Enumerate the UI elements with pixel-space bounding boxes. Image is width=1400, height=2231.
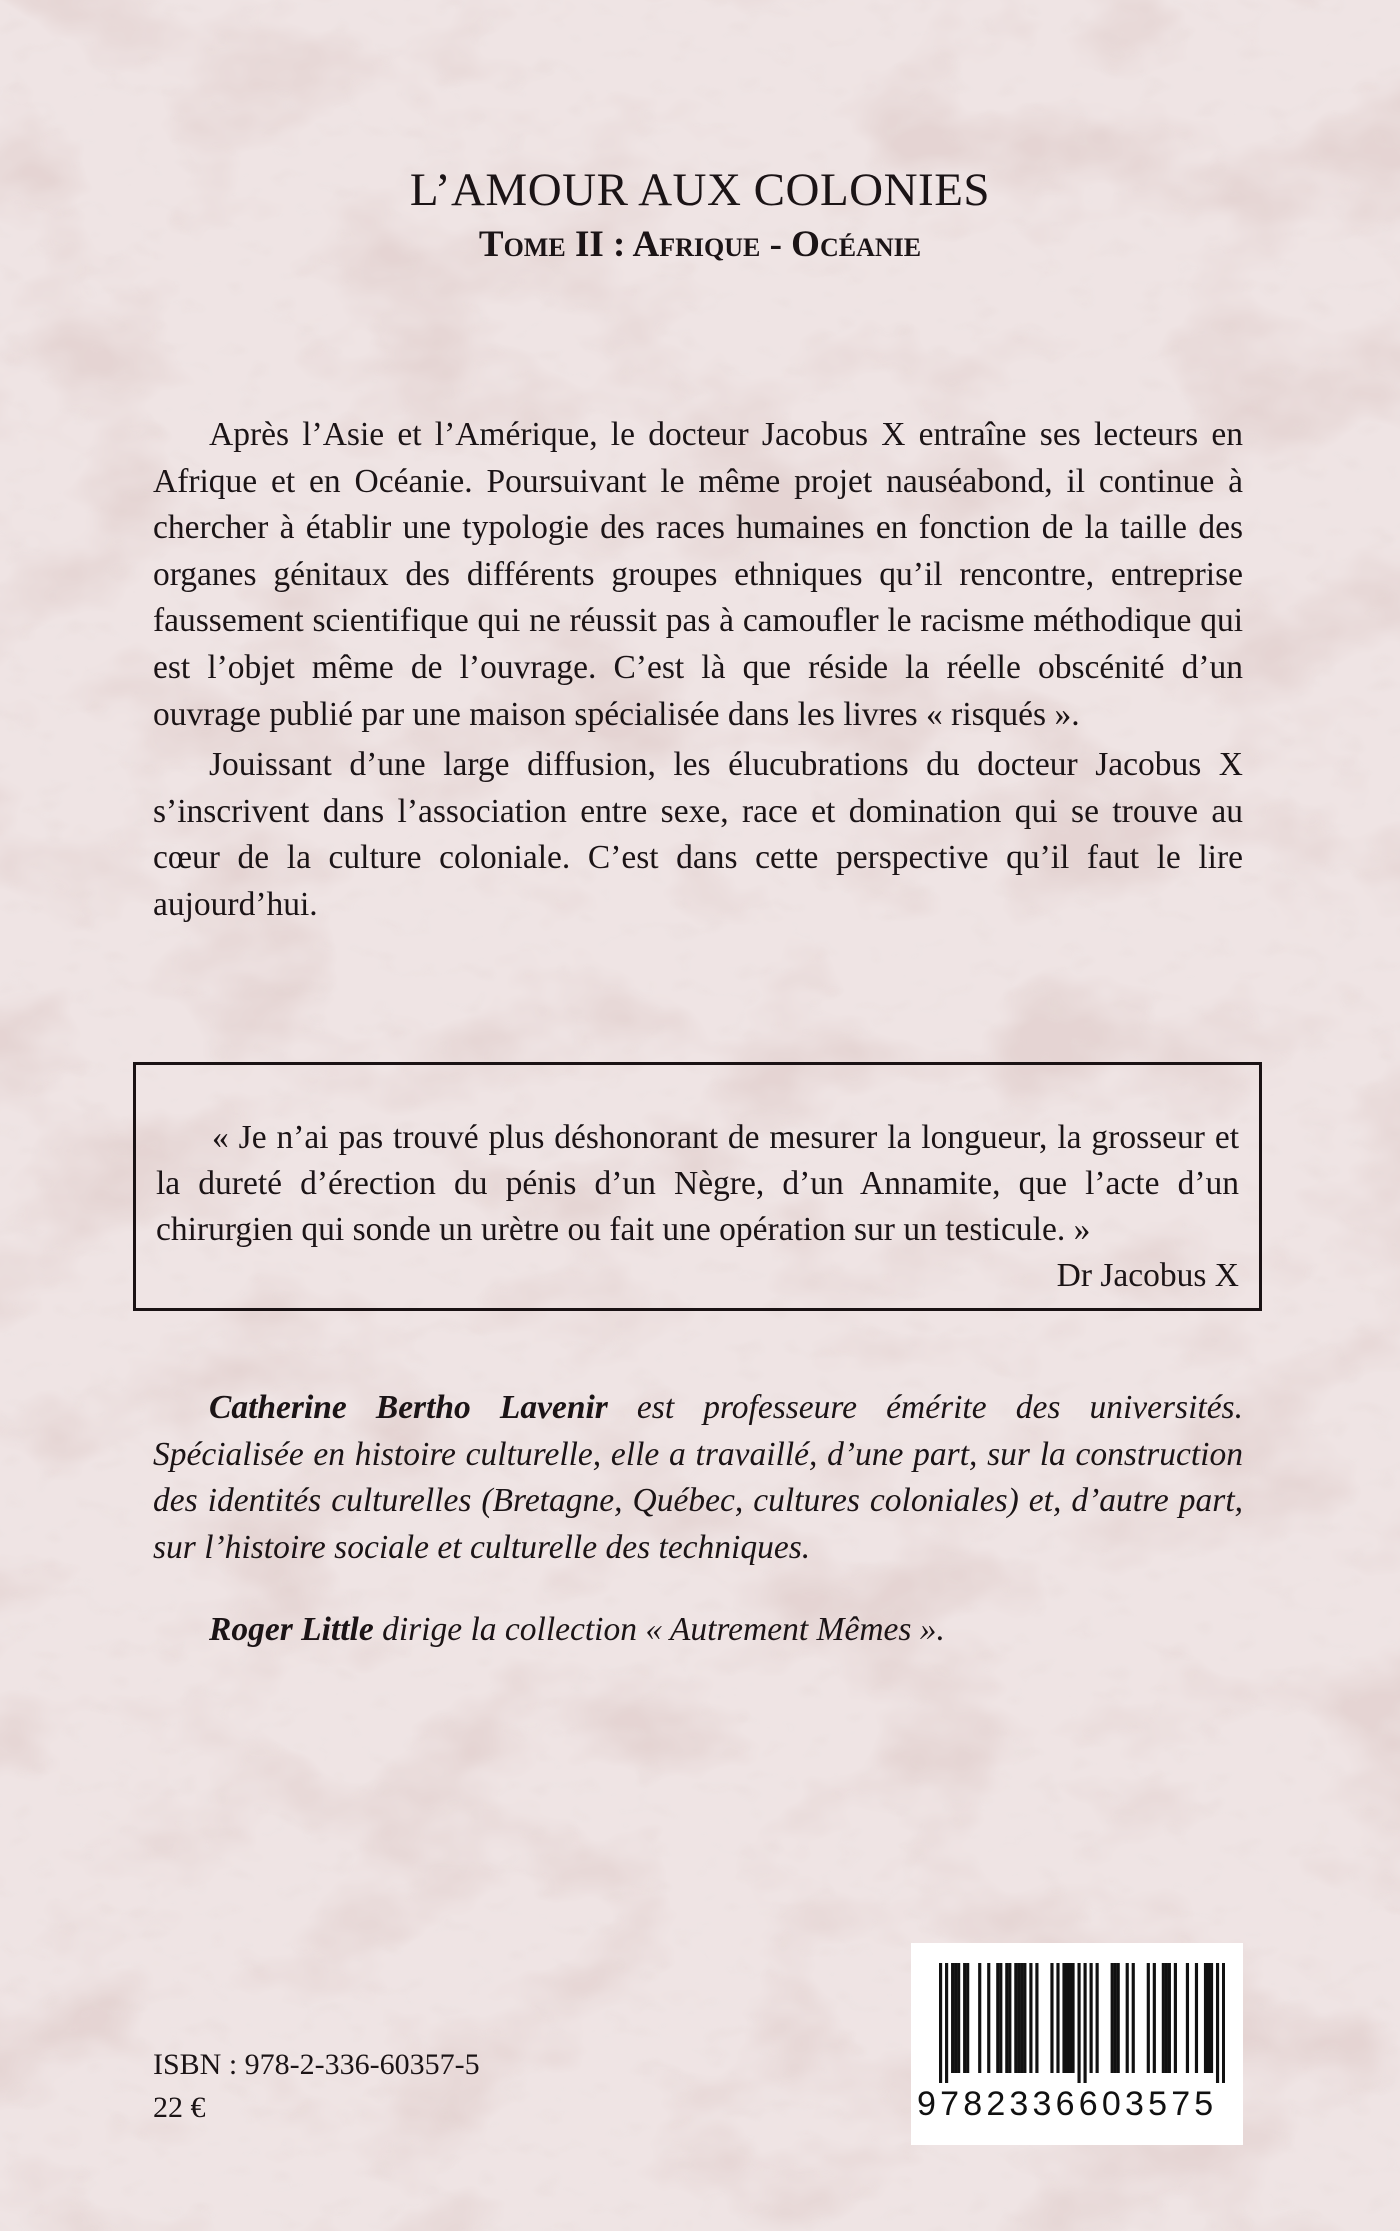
barcode-bar [954, 1963, 957, 2073]
barcode-bar [1222, 1963, 1225, 2083]
barcode-bar [1068, 1963, 1071, 2073]
barcode-bar [1062, 1963, 1065, 2073]
editor-note [153, 1607, 1243, 1654]
barcode-bar [1084, 1963, 1087, 2083]
barcode-bar [1050, 1963, 1053, 2073]
barcode-bar [945, 1963, 948, 2083]
barcode-bar [1186, 1963, 1189, 2073]
author-bio [153, 1385, 1243, 1654]
barcode-bar [963, 1963, 966, 2073]
barcode [911, 1943, 1243, 2145]
barcode-bar [1165, 1963, 1168, 2073]
barcode-bar [999, 1963, 1002, 2073]
barcode-bar [1023, 1963, 1026, 2073]
summary-paragraph: Après l’Asie et l’Amérique, le docteur Jacobus X entraîne ses lecteurs en Afrique et en Océanie. Poursuivant le même projet nauséabond, il continue à chercher à établir une typologie des races humaines en fonction de la taille des organes génitaux des différents groupes ethniques qu’il rencontre, entreprise faussement scientifique qui ne réussit pas à camoufler le racisme méthodique qui est l’objet même de l’ouvrage. C’est là que réside la réelle obscénité d’un ouvrage publié par une maison spécialisée dans les livres « risqués ». [153, 416, 1243, 733]
barcode-bar [1117, 1963, 1120, 2073]
barcode-bar [1005, 1963, 1008, 2073]
barcode-bar [1008, 1963, 1011, 2073]
author-description: est professeure émérite des universités. Spécialisée en histoire culturelle, elle a travaillé, d’une part, sur la construction des identités culturelles (Bretagne, Québec, cultures coloniales) et, d’autre part, sur l’histoire sociale et culturelle des techniques. [153, 1389, 1243, 1566]
barcode-bar [966, 1963, 969, 2073]
barcode-bar [1204, 1963, 1207, 2073]
quote-attribution: Dr Jacobus X [1056, 1257, 1239, 1294]
barcode-bar [1216, 1963, 1219, 2083]
barcode-bar [1168, 1963, 1171, 2073]
barcode-bar [1210, 1963, 1213, 2073]
author-bio-paragraph [153, 1385, 1243, 1571]
barcode-bar [1014, 1963, 1017, 2073]
barcode-bar [1029, 1963, 1032, 2073]
barcode-bar [1195, 1963, 1198, 2073]
barcode-bar [1065, 1963, 1068, 2073]
editor-name: Roger Little [209, 1611, 374, 1649]
barcode-bar [1096, 1963, 1099, 2073]
barcode-bar [1111, 1963, 1114, 2073]
barcode-bar [1090, 1963, 1093, 2073]
barcode-bar [1077, 1963, 1080, 2083]
summary-paragraph: Jouissant d’une large diffusion, les élucubrations du docteur Jacobus X s’inscrivent dans l’association entre sexe, race et domination qui se trouve au cœur de la culture coloniale. C’est dans cette perspective qu’il faut le lire aujourd’hui. [153, 746, 1243, 923]
barcode-bar [1147, 1963, 1150, 2073]
barcode-bar [1162, 1963, 1165, 2073]
barcode-bar [1132, 1963, 1135, 2073]
barcode-bar [1153, 1963, 1156, 2073]
barcode-digits: 9782336603575 [917, 2085, 1218, 2123]
barcode-bar [1174, 1963, 1177, 2073]
barcode-bar [1056, 1963, 1059, 2073]
barcode-bars [939, 1963, 1225, 2083]
barcode-bar [957, 1963, 960, 2073]
barcode-bar [996, 1963, 999, 2073]
barcode-bar [1207, 1963, 1210, 2073]
barcode-bar [1020, 1963, 1023, 2073]
barcode-bar [1114, 1963, 1117, 2073]
barcode-bar [978, 1963, 981, 2073]
barcode-bar [987, 1963, 990, 2073]
title-block [0, 160, 1400, 270]
isbn-label: ISBN : 978-2-336-60357-5 [153, 2048, 480, 2081]
summary-text [153, 412, 1243, 929]
author-name: Catherine Bertho Lavenir [209, 1389, 608, 1426]
barcode-bar [1017, 1963, 1020, 2073]
price-label: 22 € [153, 2091, 206, 2124]
barcode-bar [1126, 1963, 1129, 2073]
barcode-bar [1071, 1963, 1074, 2073]
barcode-bar [951, 1963, 954, 2073]
quote-text: « Je n’ai pas trouvé plus déshonorant de mesurer la longueur, la grosseur et la dureté d’érection du pénis d’un Nègre, d’un Annamite, que l’acte d’un chirurgien qui sonde un urètre ou fait une opération sur un testicule. » [156, 1119, 1239, 1248]
quote-box [133, 1062, 1262, 1311]
barcode-bar [1035, 1963, 1038, 2073]
editor-description: dirige la collection « Autrement Mêmes ». [373, 1611, 945, 1649]
book-title: L’AMOUR AUX COLONIES [409, 164, 991, 216]
barcode-bar [939, 1963, 942, 2083]
book-subtitle: Tome II : Afrique - Océanie [478, 224, 922, 265]
